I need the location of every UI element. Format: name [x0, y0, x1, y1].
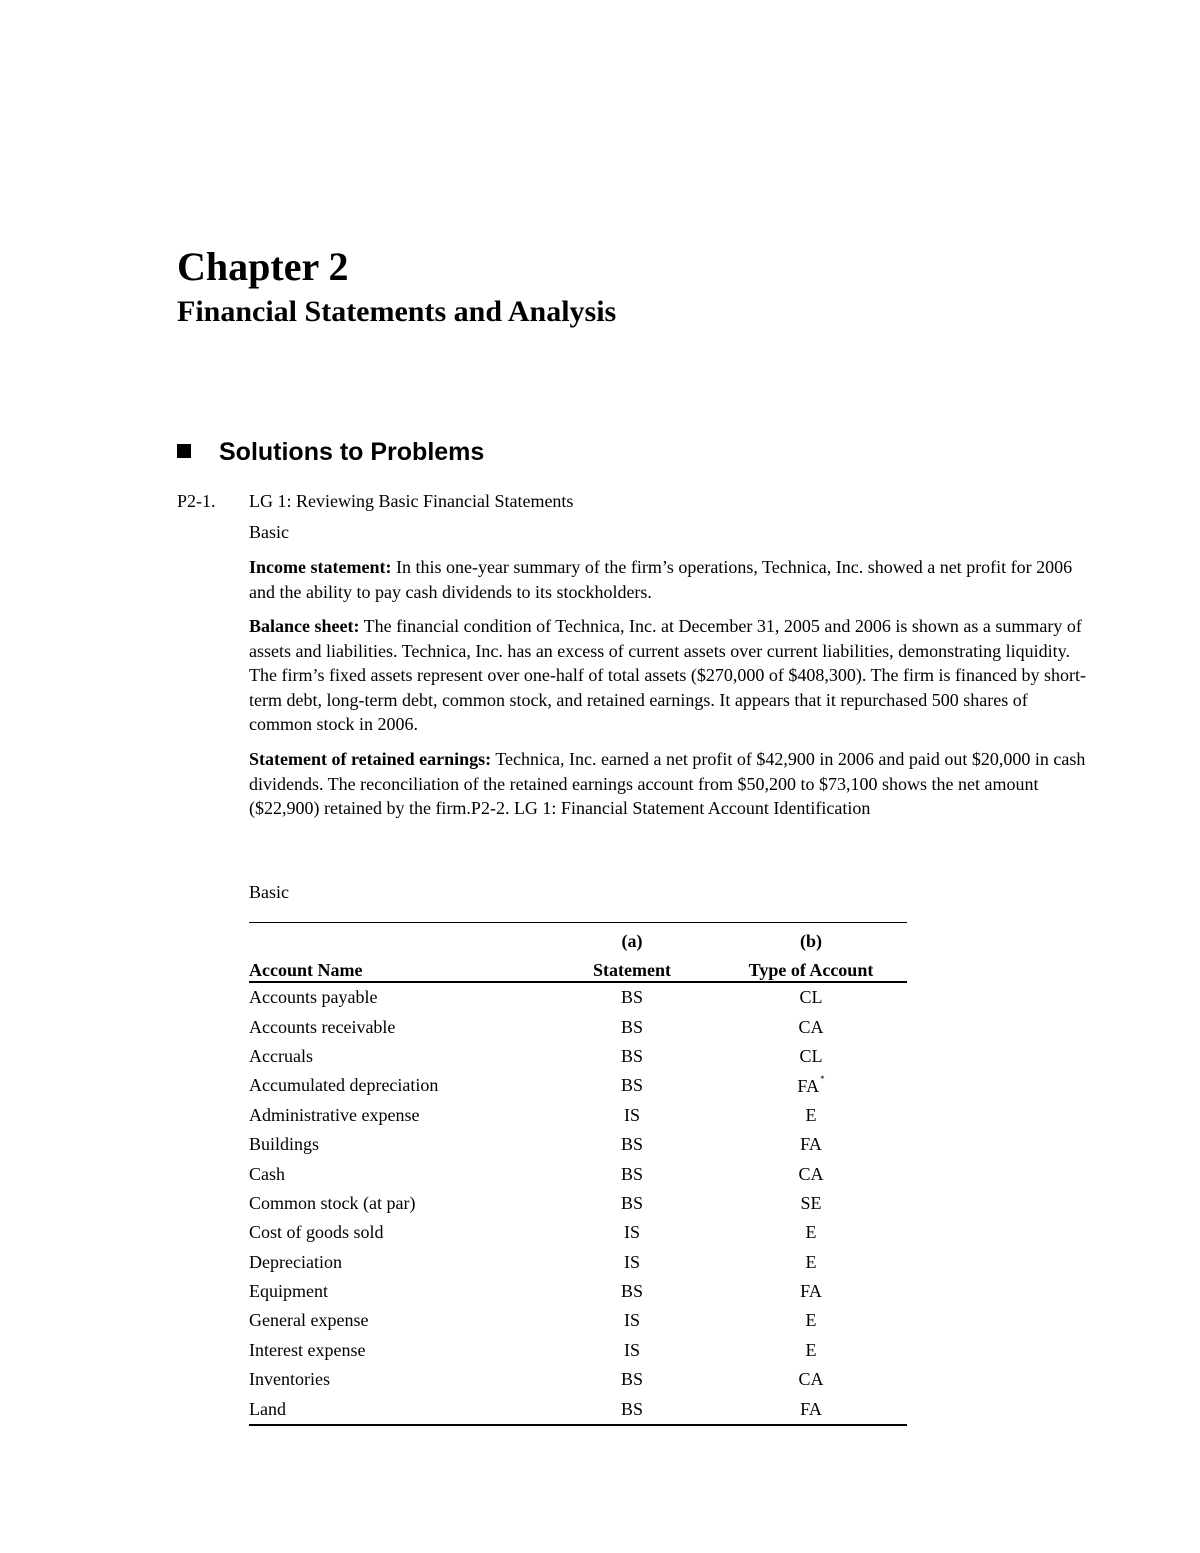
- header-empty: [249, 923, 549, 953]
- account-type: E: [805, 1222, 817, 1243]
- account-name: Depreciation: [249, 1251, 342, 1272]
- statement-code: BS: [620, 1075, 644, 1096]
- table-row: [249, 1336, 907, 1365]
- paragraph-label: Income statement:: [249, 557, 392, 577]
- table-header-letters: [249, 923, 907, 953]
- problem-level-2: Basic: [249, 882, 289, 902]
- account-type: E: [805, 1310, 817, 1331]
- section-heading-text: Solutions to Problems: [219, 438, 485, 466]
- statement-code: BS: [620, 1192, 644, 1213]
- statement-code: BS: [620, 987, 644, 1008]
- account-name: Common stock (at par): [249, 1192, 416, 1213]
- table-row: [249, 1365, 907, 1394]
- table-row: [249, 1012, 907, 1041]
- table-row: [249, 1306, 907, 1335]
- statement-code: BS: [620, 1281, 644, 1302]
- table-header-labels: [249, 952, 907, 982]
- table-row: [249, 1277, 907, 1306]
- statement-code: BS: [620, 1369, 644, 1390]
- table-row: [249, 1101, 907, 1130]
- account-type: E: [805, 1104, 817, 1125]
- header-col-b: (b): [800, 931, 822, 951]
- account-name: Land: [249, 1398, 286, 1419]
- account-type: CA: [798, 1163, 824, 1184]
- footnote-mark: *: [820, 1074, 825, 1085]
- account-type: FA: [800, 1134, 822, 1155]
- account-type: E: [805, 1339, 817, 1360]
- problem-number: P2-1.: [177, 491, 216, 511]
- statement-code: IS: [623, 1310, 640, 1331]
- statement-code: IS: [623, 1222, 640, 1243]
- problem-level: Basic: [249, 522, 289, 542]
- table-row: [249, 1071, 907, 1100]
- account-name: Interest expense: [249, 1339, 366, 1360]
- account-identification-table: [249, 922, 907, 1426]
- paragraph-label: Statement of retained earnings:: [249, 749, 492, 769]
- account-name: Accounts receivable: [249, 1016, 396, 1037]
- account-name: General expense: [249, 1310, 369, 1331]
- statement-code: BS: [620, 1163, 644, 1184]
- header-type-of-account: Type of Account: [715, 952, 907, 982]
- table-row: [249, 1189, 907, 1218]
- square-bullet-icon: [177, 444, 191, 458]
- statement-code: BS: [620, 1016, 644, 1037]
- statement-code: IS: [623, 1104, 640, 1125]
- paragraph-text: The financial condition of Technica, Inc. at December 31, 2005 and 2006 is shown as a summary of assets and liabilities. Technica, Inc. has an excess of current assets over current liabilities, demonstrating liquidity. The firm’s fixed assets represent over one-half of total assets ($270,000 of $408,300). The firm is financed by short-term debt, long-term debt, common stock, and retained earnings. It appears that it repurchased 500 shares of common stock in 2006.: [249, 616, 1086, 734]
- account-name: Inventories: [249, 1369, 330, 1390]
- statement-code: BS: [620, 1045, 644, 1066]
- table-row: [249, 1394, 907, 1424]
- account-type-cell: [715, 1071, 907, 1100]
- account-type: FA: [800, 1398, 822, 1419]
- statement-code: IS: [623, 1339, 640, 1360]
- account-type: E: [805, 1251, 817, 1272]
- statement-code: BS: [620, 1398, 644, 1419]
- account-name: Cash: [249, 1163, 285, 1184]
- account-type: CA: [798, 1016, 824, 1037]
- header-statement: Statement: [549, 952, 715, 982]
- account-type: FA: [797, 1076, 820, 1097]
- account-name: Administrative expense: [249, 1104, 420, 1125]
- account-name: Accruals: [249, 1045, 313, 1066]
- table-row: [249, 1218, 907, 1247]
- paragraph-text: Technica, Inc. earned a net profit of $42,900 in 2006 and paid out $20,000 in cash dividends. The reconciliation of the retained earnings account from $50,200 to $73,100 shows the net amount ($22,900) retained by the firm.P2-2. LG 1: Financial Statement Account Identification: [249, 749, 1086, 818]
- paragraph-label: Balance sheet:: [249, 616, 360, 636]
- table-row: [249, 982, 907, 1012]
- section-heading: [177, 435, 484, 469]
- account-type: SE: [800, 1192, 822, 1213]
- account-name: Equipment: [249, 1281, 328, 1302]
- table-row: [249, 1159, 907, 1188]
- table-row: [249, 1248, 907, 1277]
- account-name: Accumulated depreciation: [249, 1075, 439, 1096]
- statement-code: BS: [620, 1134, 644, 1155]
- header-col-a: (a): [621, 931, 643, 951]
- paragraph-text: In this one-year summary of the firm’s operations, Technica, Inc. showed a net profit for 2006 and the ability to pay cash dividends to its stockholders.: [249, 557, 1073, 602]
- paragraph-retained-earnings: [249, 747, 1094, 821]
- problem-title: LG 1: Reviewing Basic Financial Statements: [249, 491, 574, 511]
- header-account-name: Account Name: [249, 952, 549, 982]
- account-name: Buildings: [249, 1134, 320, 1155]
- account-type: CL: [799, 987, 823, 1008]
- account-type: CL: [799, 1045, 823, 1066]
- account-type: CA: [798, 1369, 824, 1390]
- table-row: [249, 1042, 907, 1071]
- account-type: FA: [800, 1281, 822, 1302]
- paragraph-income-statement: [249, 555, 1094, 604]
- paragraph-balance-sheet: [249, 614, 1094, 737]
- account-name: Accounts payable: [249, 987, 378, 1008]
- chapter-subtitle: Financial Statements and Analysis: [177, 295, 617, 328]
- table-row: [249, 1130, 907, 1159]
- chapter-title: Chapter 2: [177, 244, 349, 289]
- statement-code: IS: [623, 1251, 640, 1272]
- account-name: Cost of goods sold: [249, 1222, 384, 1243]
